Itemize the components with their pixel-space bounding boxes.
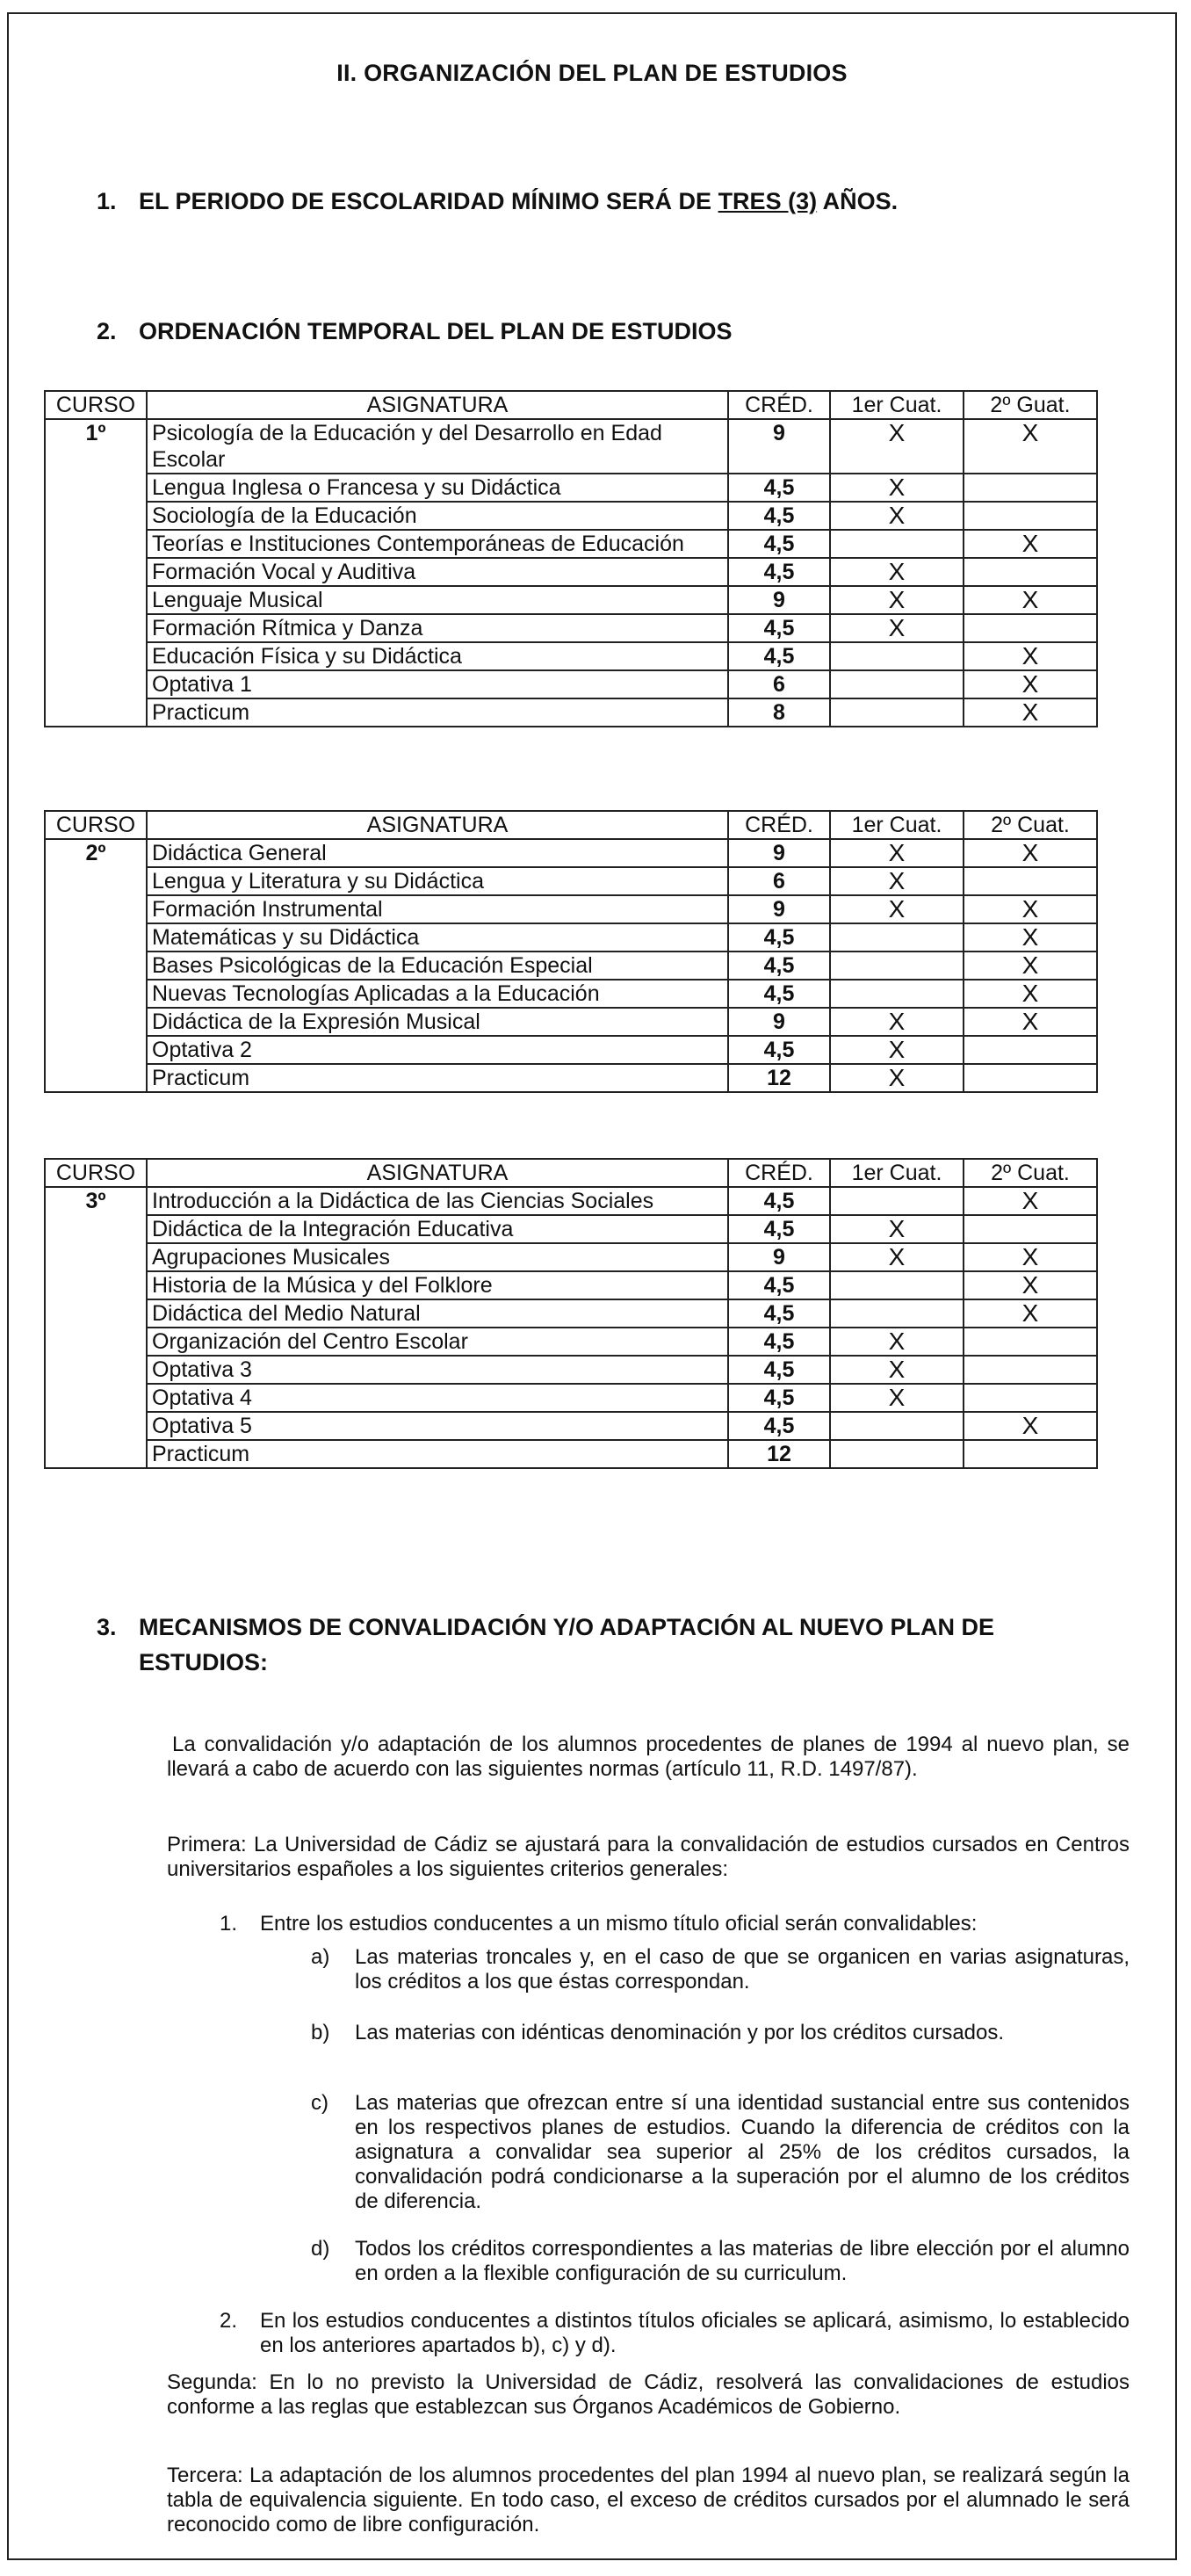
cuat1-cell: X (830, 1328, 964, 1356)
curso-cell: 3º (45, 1187, 147, 1468)
cuat2-cell (964, 558, 1097, 586)
asignatura-cell: Nuevas Tecnologías Aplicadas a la Educación (147, 980, 728, 1008)
item-1-label: 1. (220, 1912, 238, 1936)
cuat1-cell (830, 698, 964, 727)
cuat2-cell: X (964, 980, 1097, 1008)
cuat2-cell (964, 1036, 1097, 1064)
item-2-text: En los estudios conducentes a distintos títulos oficiales se aplicará, asimismo, lo establecido en los anteriores apartados b), c) y d). (260, 2309, 1130, 2357)
subitem-b-label: b) (311, 2021, 330, 2044)
table-row (45, 1384, 1097, 1412)
credits-cell: 4,5 (728, 980, 830, 1008)
cuat1-cell (830, 1271, 964, 1299)
cuat2-cell: X (964, 1271, 1097, 1299)
header-asignatura: ASIGNATURA (147, 391, 728, 419)
header-curso: CURSO (45, 391, 147, 419)
table-row (45, 1036, 1097, 1064)
asignatura-cell: Introducción a la Didáctica de las Ciencias Sociales (147, 1187, 728, 1215)
segunda-paragraph: Segunda: En lo no previsto la Universidad de Cádiz, resolverá las convalidaciones de estudios conforme a las reglas que establezcan sus Órganos Académicos de Gobierno. (167, 2370, 1130, 2419)
cuat1-cell (830, 670, 964, 698)
asignatura-cell: Teorías e Instituciones Contemporáneas de Educación (147, 530, 728, 558)
cuat1-cell: X (830, 614, 964, 642)
asignatura-cell: Optativa 3 (147, 1356, 728, 1384)
cuat1-cell: X (830, 474, 964, 502)
cuat1-cell: X (830, 1036, 964, 1064)
page-title: II. ORGANIZACIÓN DEL PLAN DE ESTUDIOS (336, 60, 848, 86)
header-asignatura: ASIGNATURA (147, 1159, 728, 1187)
cuat1-cell (830, 1187, 964, 1215)
plan-table-year-2 (44, 810, 1098, 1093)
table-row (45, 1412, 1097, 1440)
credits-cell: 4,5 (728, 952, 830, 980)
cuat2-cell: X (964, 839, 1097, 867)
plan-table-year-3 (44, 1158, 1098, 1469)
asignatura-cell: Didáctica del Medio Natural (147, 1299, 728, 1328)
year-2-rows (45, 839, 1097, 1092)
item-1-text: Entre los estudios conducentes a un mismo título oficial serán convalidables: (260, 1912, 978, 1936)
cuat2-cell (964, 614, 1097, 642)
underlined-duration: TRES (3) (718, 188, 818, 214)
header-curso: CURSO (45, 1159, 147, 1187)
cuat2-cell (964, 474, 1097, 502)
table-header-row (45, 391, 1097, 419)
table-row (45, 1328, 1097, 1356)
table-row (45, 1187, 1097, 1215)
asignatura-cell: Agrupaciones Musicales (147, 1243, 728, 1271)
section-3-heading: 3. MECANISMOS DE CONVALIDACIÓN Y/O ADAPTACIÓN AL NUEVO PLAN DE ESTUDIOS: (97, 1614, 995, 1675)
asignatura-cell: Historia de la Música y del Folklore (147, 1271, 728, 1299)
cuat1-cell: X (830, 1243, 964, 1271)
cuat1-cell (830, 642, 964, 670)
credits-cell: 4,5 (728, 474, 830, 502)
asignatura-cell: Formación Instrumental (147, 895, 728, 923)
tercera-paragraph: Tercera: La adaptación de los alumnos procedentes del plan 1994 al nuevo plan, se realizará según la tabla de equivalencia siguiente. En todo caso, el exceso de créditos cursados por el alumnado le será reconocido como de libre configuración. (167, 2464, 1130, 2536)
credits-cell: 9 (728, 839, 830, 867)
cuat2-cell (964, 1215, 1097, 1243)
table-row (45, 474, 1097, 502)
credits-cell: 4,5 (728, 1356, 830, 1384)
item-2-label: 2. (220, 2309, 238, 2333)
asignatura-cell: Lenguaje Musical (147, 586, 728, 614)
credits-cell: 4,5 (728, 614, 830, 642)
asignatura-cell: Formación Vocal y Auditiva (147, 558, 728, 586)
section-1-heading: 1. EL PERIODO DE ESCOLARIDAD MÍNIMO SERÁ DE TRES (3) AÑOS. (97, 188, 899, 214)
asignatura-cell: Practicum (147, 698, 728, 727)
credits-cell: 4,5 (728, 1215, 830, 1243)
cuat2-cell: X (964, 1299, 1097, 1328)
cuat2-cell (964, 1064, 1097, 1092)
table-row (45, 614, 1097, 642)
cuat2-cell (964, 867, 1097, 895)
cuat1-cell: X (830, 895, 964, 923)
table-row (45, 895, 1097, 923)
cuat2-cell (964, 1328, 1097, 1356)
cuat1-cell (830, 1440, 964, 1468)
asignatura-cell: Optativa 4 (147, 1384, 728, 1412)
cuat1-cell: X (830, 1384, 964, 1412)
asignatura-cell: Optativa 2 (147, 1036, 728, 1064)
table-row (45, 642, 1097, 670)
table-row (45, 586, 1097, 614)
table-row (45, 1008, 1097, 1036)
asignatura-cell: Organización del Centro Escolar (147, 1328, 728, 1356)
cuat1-cell: X (830, 1356, 964, 1384)
credits-cell: 4,5 (728, 1412, 830, 1440)
cuat1-cell (830, 923, 964, 952)
cuat2-cell: X (964, 642, 1097, 670)
table-row (45, 670, 1097, 698)
cuat2-cell: X (964, 1187, 1097, 1215)
cuat1-cell (830, 952, 964, 980)
section-2-heading: 2. ORDENACIÓN TEMPORAL DEL PLAN DE ESTUDIOS (97, 318, 733, 344)
header-cred: CRÉD. (728, 391, 830, 419)
cuat1-cell: X (830, 558, 964, 586)
curso-cell: 2º (45, 839, 147, 1092)
table-row (45, 1440, 1097, 1468)
asignatura-cell: Optativa 1 (147, 670, 728, 698)
credits-cell: 4,5 (728, 1271, 830, 1299)
table-row (45, 558, 1097, 586)
asignatura-cell: Sociología de la Educación (147, 502, 728, 530)
header-cuat1: 1er Cuat. (830, 1159, 964, 1187)
credits-cell: 8 (728, 698, 830, 727)
subitem-d-label: d) (311, 2237, 330, 2261)
asignatura-cell: Educación Física y su Didáctica (147, 642, 728, 670)
cuat1-cell: X (830, 1008, 964, 1036)
credits-cell: 12 (728, 1064, 830, 1092)
cuat2-cell: X (964, 923, 1097, 952)
cuat2-cell (964, 1356, 1097, 1384)
cuat1-cell: X (830, 1215, 964, 1243)
asignatura-cell: Didáctica de la Integración Educativa (147, 1215, 728, 1243)
credits-cell: 9 (728, 1243, 830, 1271)
header-cuat1: 1er Cuat. (830, 391, 964, 419)
cuat1-cell: X (830, 419, 964, 474)
year-1-rows (45, 419, 1097, 727)
credits-cell: 4,5 (728, 502, 830, 530)
table-row (45, 839, 1097, 867)
subitem-a-label: a) (311, 1945, 330, 1969)
cuat1-cell: X (830, 839, 964, 867)
table-row (45, 698, 1097, 727)
cuat2-cell: X (964, 419, 1097, 474)
credits-cell: 4,5 (728, 558, 830, 586)
cuat1-cell (830, 1299, 964, 1328)
cuat1-cell: X (830, 1064, 964, 1092)
cuat2-cell: X (964, 586, 1097, 614)
credits-cell: 4,5 (728, 530, 830, 558)
cuat1-cell (830, 980, 964, 1008)
asignatura-cell: Matemáticas y su Didáctica (147, 923, 728, 952)
table-row (45, 867, 1097, 895)
cuat2-cell: X (964, 952, 1097, 980)
asignatura-cell: Practicum (147, 1440, 728, 1468)
asignatura-cell: Lengua Inglesa o Francesa y su Didáctica (147, 474, 728, 502)
credits-cell: 4,5 (728, 1187, 830, 1215)
credits-cell: 9 (728, 895, 830, 923)
credits-cell: 6 (728, 867, 830, 895)
cuat2-cell: X (964, 1008, 1097, 1036)
cuat2-cell: X (964, 698, 1097, 727)
credits-cell: 4,5 (728, 923, 830, 952)
header-curso: CURSO (45, 811, 147, 839)
table-row (45, 952, 1097, 980)
curso-cell: 1º (45, 419, 147, 727)
asignatura-cell: Formación Rítmica y Danza (147, 614, 728, 642)
cuat1-cell (830, 530, 964, 558)
asignatura-cell: Practicum (147, 1064, 728, 1092)
cuat2-cell (964, 1440, 1097, 1468)
asignatura-cell: Bases Psicológicas de la Educación Especial (147, 952, 728, 980)
header-cuat2: 2º Cuat. (964, 811, 1097, 839)
credits-cell: 9 (728, 1008, 830, 1036)
header-asignatura: ASIGNATURA (147, 811, 728, 839)
cuat1-cell (830, 1412, 964, 1440)
subitem-a-text: Las materias troncales y, en el caso de que se organicen en varias asignaturas, los créditos a los que éstas correspondan. (355, 1945, 1130, 1994)
document-page (7, 12, 1177, 2560)
header-cred: CRÉD. (728, 811, 830, 839)
credits-cell: 4,5 (728, 1036, 830, 1064)
subitem-b-text: Las materias con idénticas denominación y por los créditos cursados. (355, 2021, 1005, 2044)
cuat2-cell: X (964, 670, 1097, 698)
subitem-c-text: Las materias que ofrezcan entre sí una identidad sustancial entre sus contenidos en los respectivos planes de estudios. Cuando la diferencia de créditos con la asignatura a convalidar sea superior al 25% de los créditos cursados, la convalidación podrá condicionarse a la superación por el alumno de los créditos de diferencia. (355, 2091, 1130, 2213)
table-row (45, 530, 1097, 558)
table-row (45, 923, 1097, 952)
credits-cell: 4,5 (728, 1299, 830, 1328)
table-row (45, 1299, 1097, 1328)
table-row (45, 1215, 1097, 1243)
table-row (45, 980, 1097, 1008)
cuat2-cell: X (964, 530, 1097, 558)
table-row (45, 1064, 1097, 1092)
credits-cell: 4,5 (728, 1328, 830, 1356)
cuat2-cell: X (964, 1412, 1097, 1440)
credits-cell: 12 (728, 1440, 830, 1468)
asignatura-cell: Lengua y Literatura y su Didáctica (147, 867, 728, 895)
cuat2-cell: X (964, 1243, 1097, 1271)
credits-cell: 9 (728, 586, 830, 614)
credits-cell: 4,5 (728, 642, 830, 670)
table-row (45, 1243, 1097, 1271)
table-row (45, 1356, 1097, 1384)
cuat1-cell: X (830, 586, 964, 614)
credits-cell: 4,5 (728, 1384, 830, 1412)
asignatura-cell: Didáctica General (147, 839, 728, 867)
cuat2-cell (964, 502, 1097, 530)
cuat2-cell: X (964, 895, 1097, 923)
asignatura-cell: Psicología de la Educación y del Desarrollo en Edad Escolar (147, 419, 728, 474)
header-cuat1: 1er Cuat. (830, 811, 964, 839)
primera-paragraph: Primera: La Universidad de Cádiz se ajustará para la convalidación de estudios cursados en Centros universitarios españoles a los siguientes criterios generales: (167, 1833, 1130, 1881)
cuat1-cell: X (830, 502, 964, 530)
cuat2-cell (964, 1384, 1097, 1412)
table-row (45, 1271, 1097, 1299)
plan-table-year-1 (44, 390, 1098, 727)
cuat1-cell: X (830, 867, 964, 895)
credits-cell: 9 (728, 419, 830, 474)
subitem-c-label: c) (311, 2091, 328, 2115)
table-header-row (45, 811, 1097, 839)
asignatura-cell: Didáctica de la Expresión Musical (147, 1008, 728, 1036)
year-3-rows (45, 1187, 1097, 1468)
header-cuat2: 2º Cuat. (964, 1159, 1097, 1187)
asignatura-cell: Optativa 5 (147, 1412, 728, 1440)
subitem-d-text: Todos los créditos correspondientes a las materias de libre elección por el alumno en orden a la flexible configuración de su curriculum. (355, 2237, 1130, 2285)
header-cred: CRÉD. (728, 1159, 830, 1187)
table-row (45, 419, 1097, 474)
header-cuat2: 2º Guat. (964, 391, 1097, 419)
table-header-row (45, 1159, 1097, 1187)
credits-cell: 6 (728, 670, 830, 698)
intro-paragraph: La convalidación y/o adaptación de los alumnos procedentes de planes de 1994 al nuevo plan, se llevará a cabo de acuerdo con las siguientes normas (artículo 11, R.D. 1497/87). (167, 1733, 1130, 1781)
table-row (45, 502, 1097, 530)
